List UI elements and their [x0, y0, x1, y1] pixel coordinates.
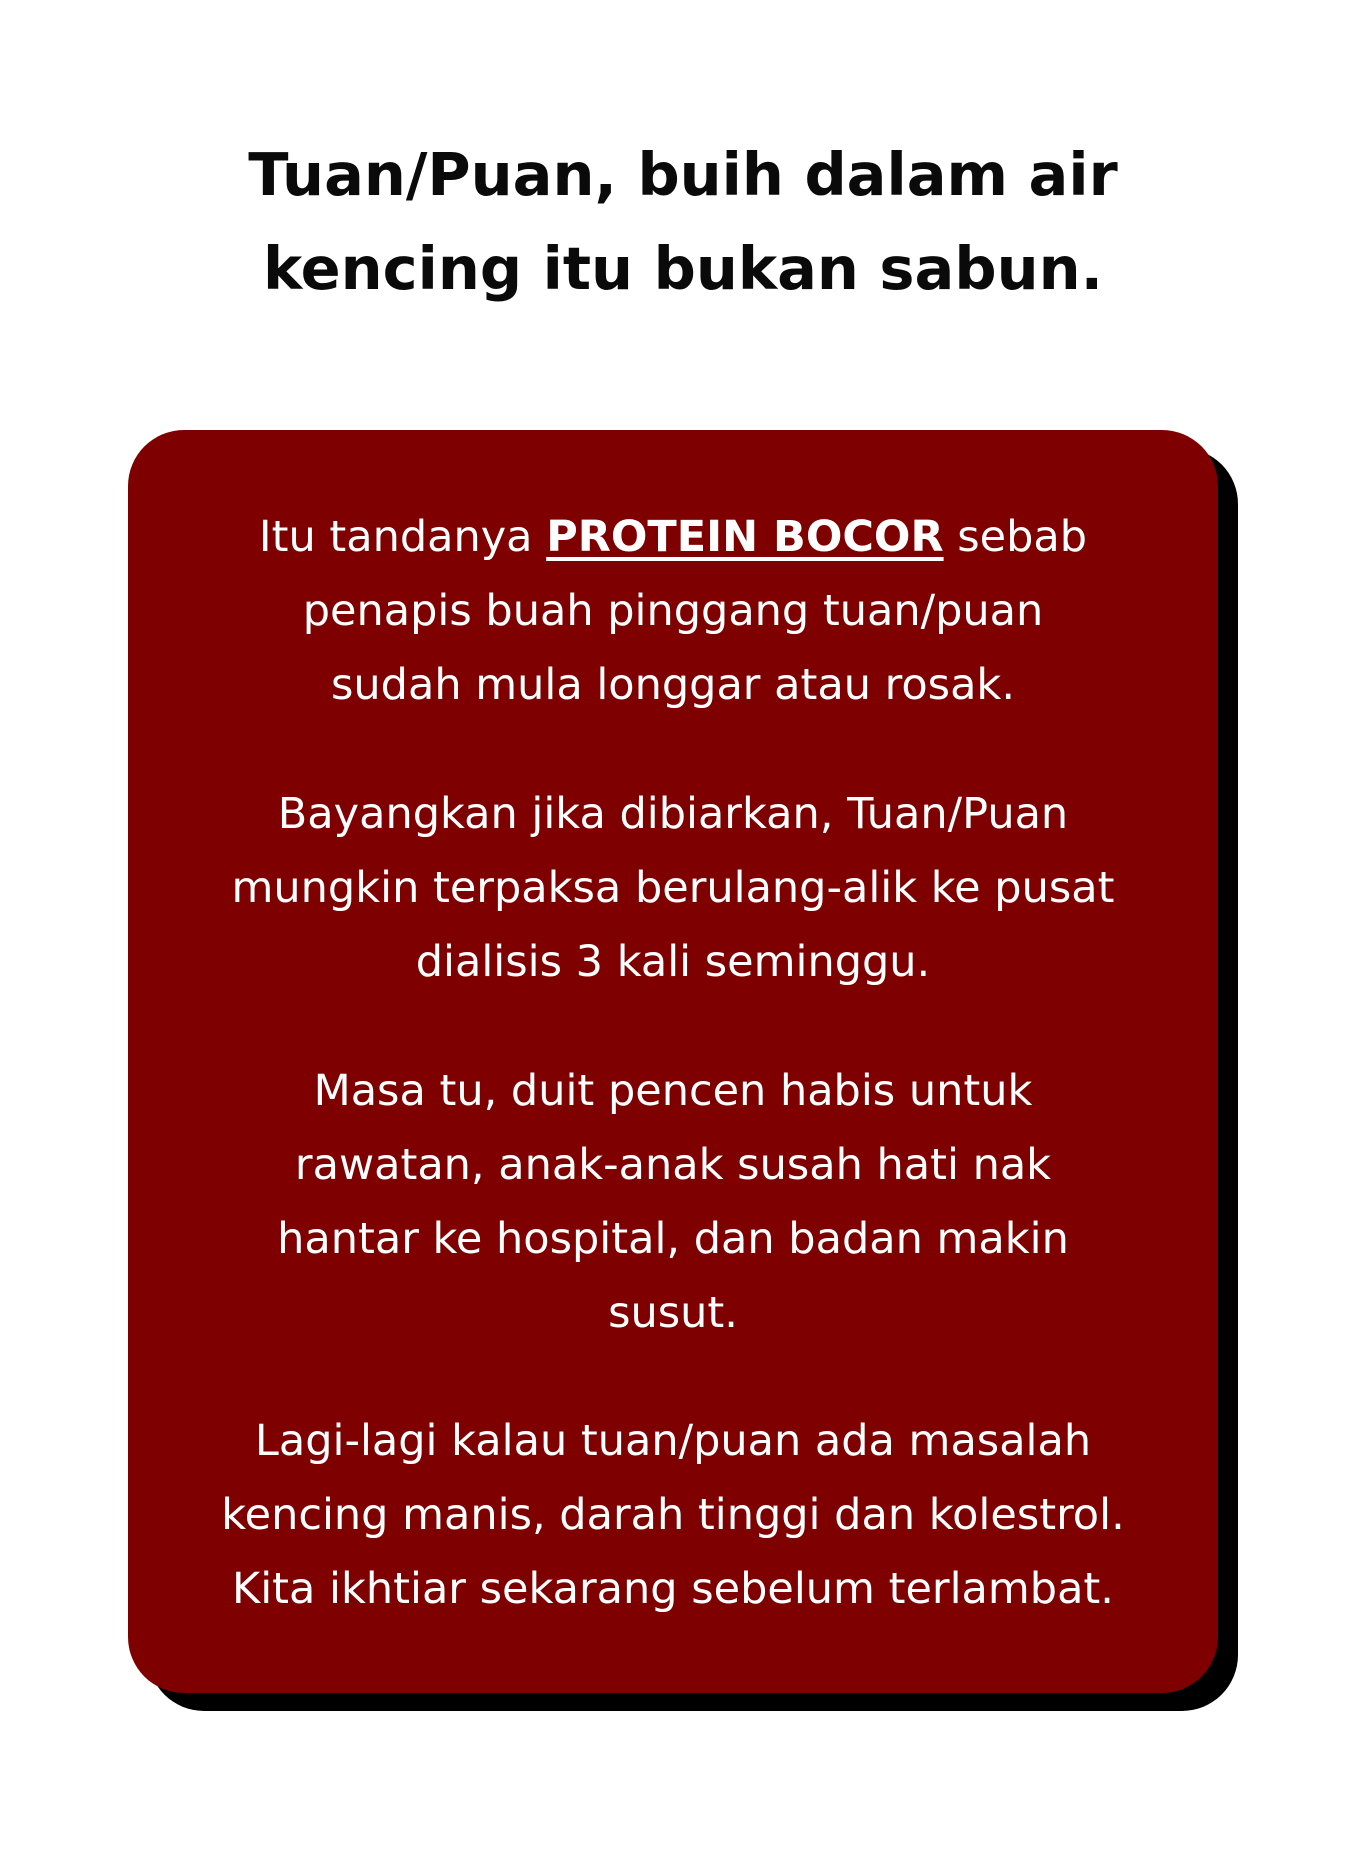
paragraph-call-to-action	[128, 1404, 1218, 1626]
paragraph-line: mungkin terpaksa berulang-alik ke pusat	[231, 863, 1115, 913]
paragraph-line: rawatan, anak-anak susah hati nak	[294, 1140, 1052, 1190]
message-card	[128, 430, 1218, 1693]
text-prefix: Itu tandanya	[258, 512, 547, 562]
paragraph-line: penapis buah pinggang tuan/puan	[302, 586, 1044, 636]
paragraph-line: sudah mula longgar atau rosak.	[331, 660, 1015, 710]
headline-line-1: Tuan/Puan, buih dalam air	[248, 140, 1118, 209]
paragraph-consequences	[128, 1054, 1218, 1350]
paragraph-line: Bayangkan jika dibiarkan, Tuan/Puan	[277, 789, 1069, 839]
paragraph-protein-leak	[128, 500, 1218, 722]
highlight-protein-bocor: PROTEIN BOCOR	[546, 512, 944, 562]
headline	[0, 128, 1366, 316]
paragraph-line: dialisis 3 kali seminggu.	[415, 937, 931, 987]
paragraph-line: susut.	[608, 1288, 738, 1338]
headline-line-2: kencing itu bukan sabun.	[262, 234, 1104, 303]
text-suffix: sebab	[943, 512, 1088, 562]
paragraph-line	[128, 500, 1218, 574]
paragraph-dialysis	[128, 777, 1218, 999]
paragraph-line: Lagi-lagi kalau tuan/puan ada masalah	[254, 1416, 1092, 1466]
paragraph-line: Masa tu, duit pencen habis untuk	[313, 1066, 1033, 1116]
paragraph-line: hantar ke hospital, dan badan makin	[277, 1214, 1069, 1264]
paragraph-line: kencing manis, darah tinggi dan kolestrol.	[221, 1490, 1125, 1540]
paragraph-line: Kita ikhtiar sekarang sebelum terlambat.	[232, 1564, 1114, 1614]
